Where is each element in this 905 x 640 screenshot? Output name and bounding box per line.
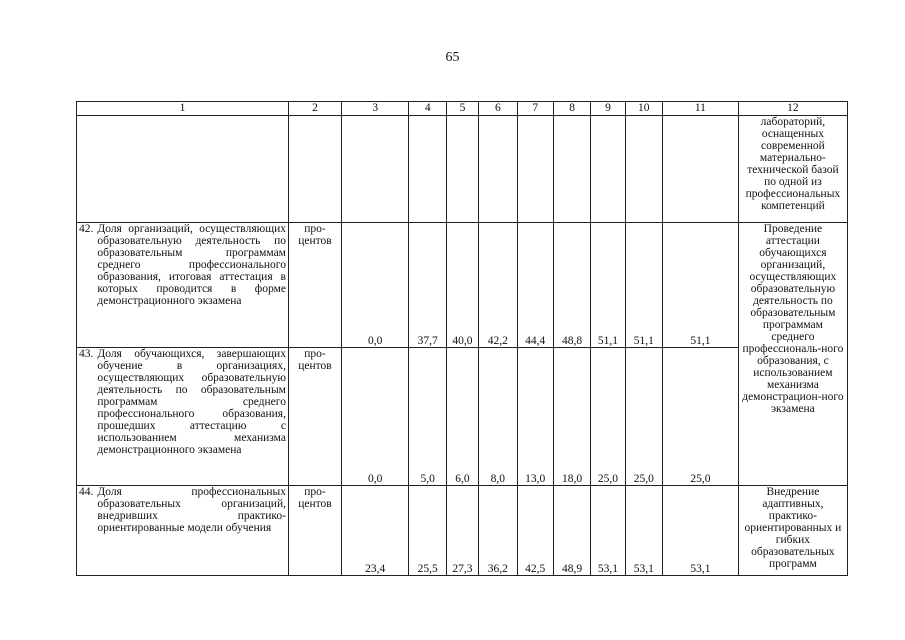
value-cell: 8,0 xyxy=(479,348,517,486)
indicators-table xyxy=(76,101,848,576)
value-cell: 23,4 xyxy=(341,486,409,576)
value-cell: 53,1 xyxy=(662,486,738,576)
row-number: 43. xyxy=(79,348,94,360)
col-header-1: 1 xyxy=(77,102,289,116)
value-cell: 6,0 xyxy=(446,348,478,486)
col-header-9: 9 xyxy=(591,102,625,116)
unit: про-центов xyxy=(288,223,341,348)
value-cell: 36,2 xyxy=(479,486,517,576)
table-row xyxy=(77,348,848,486)
col-header-12: 12 xyxy=(738,102,847,116)
value-cell: 25,0 xyxy=(625,348,662,486)
value-cell: 48,9 xyxy=(553,486,590,576)
value-cell: 37,7 xyxy=(409,223,446,348)
col-header-3: 3 xyxy=(341,102,409,116)
indicator-name: Доля обучающихся, завершающих обучение в организациях, осуществляющих образовательную деятельность по образовательным программам среднего профессионального образования, прошедших аттестацию с использованием механизма демонстрационного экзамена xyxy=(97,348,286,456)
value-cell: 0,0 xyxy=(341,223,409,348)
col-header-2: 2 xyxy=(288,102,341,116)
table-row-continued xyxy=(77,116,848,223)
value-cell: 51,1 xyxy=(625,223,662,348)
table-row xyxy=(77,486,848,576)
col-header-11: 11 xyxy=(662,102,738,116)
value-cell: 42,5 xyxy=(517,486,553,576)
table-row xyxy=(77,223,848,348)
col-header-7: 7 xyxy=(517,102,553,116)
unit: про-центов xyxy=(288,486,341,576)
col-header-8: 8 xyxy=(553,102,590,116)
value-cell: 5,0 xyxy=(409,348,446,486)
value-cell: 40,0 xyxy=(446,223,478,348)
value-cell: 42,2 xyxy=(479,223,517,348)
col-header-4: 4 xyxy=(409,102,446,116)
value-cell: 51,1 xyxy=(591,223,625,348)
header-row xyxy=(77,102,848,116)
value-cell: 51,1 xyxy=(662,223,738,348)
col-header-6: 6 xyxy=(479,102,517,116)
col-header-10: 10 xyxy=(625,102,662,116)
unit: про-центов xyxy=(288,348,341,486)
indicator-name: Доля организаций, осуществляющих образовательную деятельность по образовательным программам среднего профессионального образования, итоговая аттестация в которых проводится в форме демонстрационного экзамена xyxy=(97,223,286,307)
value-cell: 25,0 xyxy=(591,348,625,486)
indicator-name: Доля профессиональных образовательных организаций, внедривших практико-ориентированные модели обучения xyxy=(97,486,286,534)
value-cell: 25,0 xyxy=(662,348,738,486)
row-number: 44. xyxy=(79,486,94,498)
value-cell: 53,1 xyxy=(591,486,625,576)
value-cell: 25,5 xyxy=(409,486,446,576)
page-number: 65 xyxy=(445,50,460,65)
value-cell: 0,0 xyxy=(341,348,409,486)
measure-note: Внедрение адаптивных, практико-ориентированных и гибких образовательных программ xyxy=(738,486,847,576)
value-cell: 48,8 xyxy=(553,223,590,348)
row-number: 42. xyxy=(79,223,94,235)
value-cell: 18,0 xyxy=(553,348,590,486)
col-header-5: 5 xyxy=(446,102,478,116)
value-cell: 53,1 xyxy=(625,486,662,576)
continued-note: лабораторий, оснащенных современной материально-технической базой по одной из профессиональных компетенций xyxy=(738,116,847,223)
measure-note: Проведение аттестации обучающихся организаций, осуществляющих образовательную деятельность по образовательным программам среднего профессиональ-ного образования, с использованием механизма демонстрацион-ного экзамена xyxy=(738,223,847,486)
value-cell: 27,3 xyxy=(446,486,478,576)
value-cell: 13,0 xyxy=(517,348,553,486)
value-cell: 44,4 xyxy=(517,223,553,348)
